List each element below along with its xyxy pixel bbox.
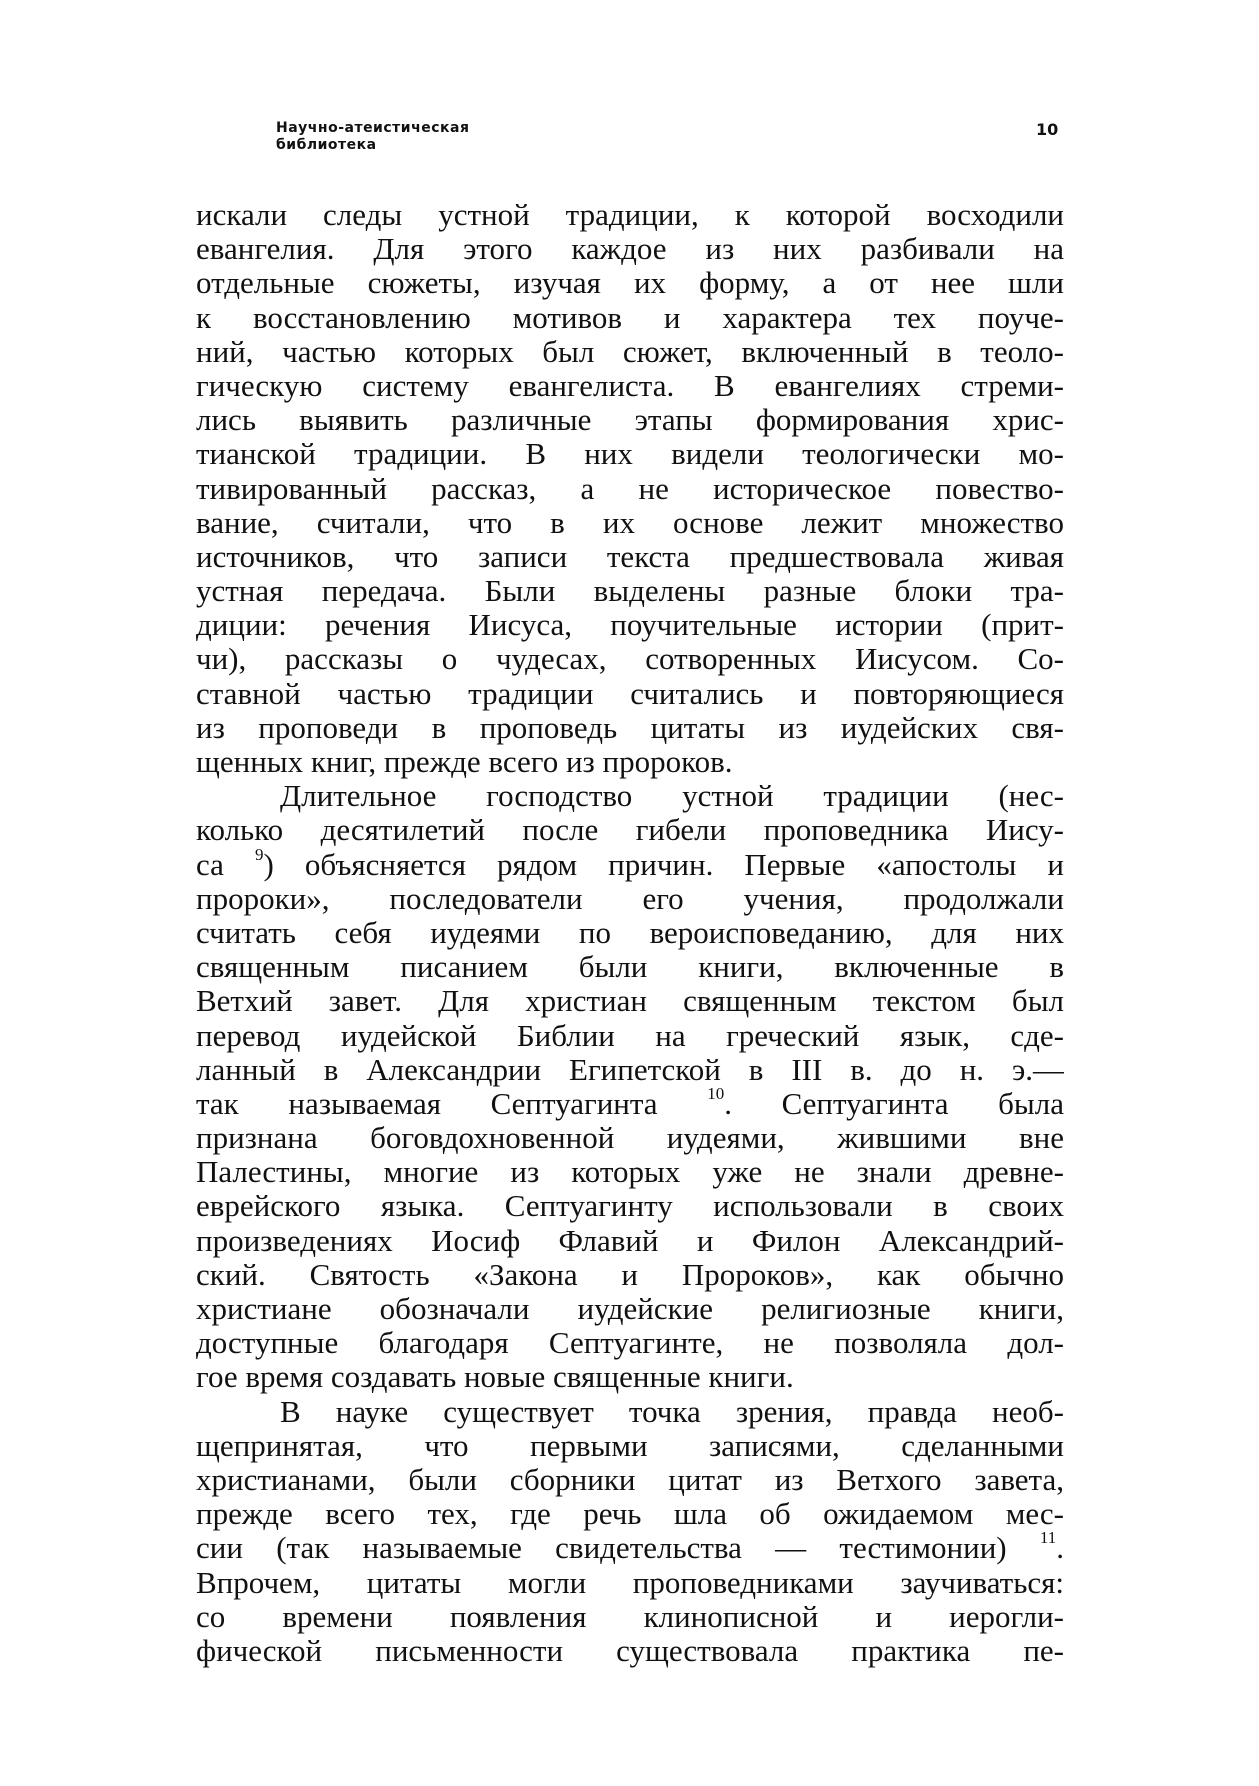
text-line: тианской традиции. В них видели теологически мо-	[196, 437, 1064, 472]
text-line: колько десятилетий после гибели проповедника Иису-	[196, 813, 1064, 848]
text-line: перевод иудейской Библии на греческий язык, сде-	[196, 1018, 1064, 1053]
line-part: сии (так называемые свидетельства — тестимонии)	[196, 1531, 1040, 1566]
body-text	[196, 198, 1064, 1668]
text-line: ский. Святость «Закона и Пророков», как обычно	[196, 1257, 1064, 1292]
text-line: произведениях Иосиф Флавий и Филон Александрий-	[196, 1223, 1064, 1258]
text-line: со времени появления клинописной и иерогли-	[196, 1599, 1064, 1634]
text-line: диции: речения Иисуса, поучительные истории (прит-	[196, 608, 1064, 643]
text-line: к восстановлению мотивов и характера тех поуче-	[196, 300, 1064, 335]
text-line: прежде всего тех, где речь шла об ожидаемом мес-	[196, 1497, 1064, 1532]
footnote-ref-10[interactable]: 10	[707, 1086, 725, 1103]
text-line: В науке существует точка зрения, правда необ-	[280, 1394, 1064, 1429]
line-part: ) объясняется рядом причин. Первые «апостолы и	[263, 847, 1064, 882]
text-line-with-footnote	[196, 1087, 1064, 1121]
page-number: 10	[1036, 120, 1059, 139]
text-line: ставной частью традиции считались и повторяющиеся	[196, 676, 1064, 711]
text-line: христианами, были сборники цитат из Ветхого завета,	[196, 1462, 1064, 1497]
text-line: Палестины, многие из которых уже не знали древне-	[196, 1155, 1064, 1190]
text-line: щенных книг, прежде всего из пророков.	[196, 745, 733, 779]
text-line-with-footnote	[196, 848, 1064, 882]
running-head	[276, 120, 469, 154]
text-line: признана боговдохновенной иудеями, жившими вне	[196, 1121, 1064, 1156]
text-line: из проповеди в проповедь цитаты из иудейских свя-	[196, 710, 1064, 745]
line-part: . Септуагинта была	[724, 1086, 1064, 1121]
line-part: са	[196, 847, 255, 882]
text-line: пророки», последователи его учения, продолжали	[196, 881, 1064, 916]
text-line: источников, что записи текста предшествовала живая	[196, 539, 1064, 574]
text-line: тивированный рассказ, а не историческое повество-	[196, 471, 1064, 506]
running-head-series: Научно-атеистическая	[276, 120, 470, 136]
text-line-with-footnote	[196, 1531, 1064, 1565]
text-line: христиане обозначали иудейские религиозные книги,	[196, 1292, 1064, 1326]
running-head-library: библиотека	[276, 137, 377, 153]
text-line: евангелия. Для этого каждое из них разбивали на	[196, 232, 1064, 267]
text-line: искали следы устной традиции, к которой восходили	[196, 198, 1064, 232]
text-line: Длительное господство устной традиции (нес-	[280, 779, 1064, 814]
text-line: вание, считали, что в их основе лежит множество	[196, 505, 1064, 540]
text-line: отдельные сюжеты, изучая их форму, а от нее шли	[196, 266, 1064, 301]
text-line: чи), рассказы о чудесах, сотворенных Иисусом. Со-	[196, 642, 1064, 677]
text-line: фической письменности существовала практика пе-	[196, 1633, 1064, 1668]
text-line: доступные благодаря Септуагинте, не позволяла дол-	[196, 1326, 1064, 1361]
text-line: Ветхий завет. Для христиан священным текстом был	[196, 984, 1064, 1019]
text-line: гическую систему евангелиста. В евангелиях стреми-	[196, 368, 1064, 403]
footnote-ref-11[interactable]: 11	[1039, 1531, 1057, 1548]
text-line: священным писанием были книги, включенные в	[196, 950, 1064, 985]
text-line: Впрочем, цитаты могли проповедниками заучиваться:	[196, 1565, 1064, 1600]
line-part: так называемая Септуагинта	[196, 1086, 708, 1121]
text-line: устная передача. Были выделены разные блоки тра-	[196, 574, 1064, 609]
text-line: щепринятая, что первыми записями, сделанными	[196, 1428, 1064, 1463]
text-line: гое время создавать новые священные книги.	[196, 1360, 794, 1395]
text-line: ний, частью которых был сюжет, включенный в теоло-	[196, 334, 1064, 369]
footnote-ref-9[interactable]: 9	[254, 847, 264, 864]
line-part: .	[1056, 1531, 1064, 1566]
text-line: еврейского языка. Септуагинту использовали в своих	[196, 1189, 1064, 1224]
text-line: ланный в Александрии Египетской в III в. до н. э.—	[196, 1052, 1064, 1087]
text-line: считать себя иудеями по вероисповеданию, для них	[196, 915, 1064, 950]
text-line: лись выявить различные этапы формирования хрис-	[196, 403, 1064, 438]
